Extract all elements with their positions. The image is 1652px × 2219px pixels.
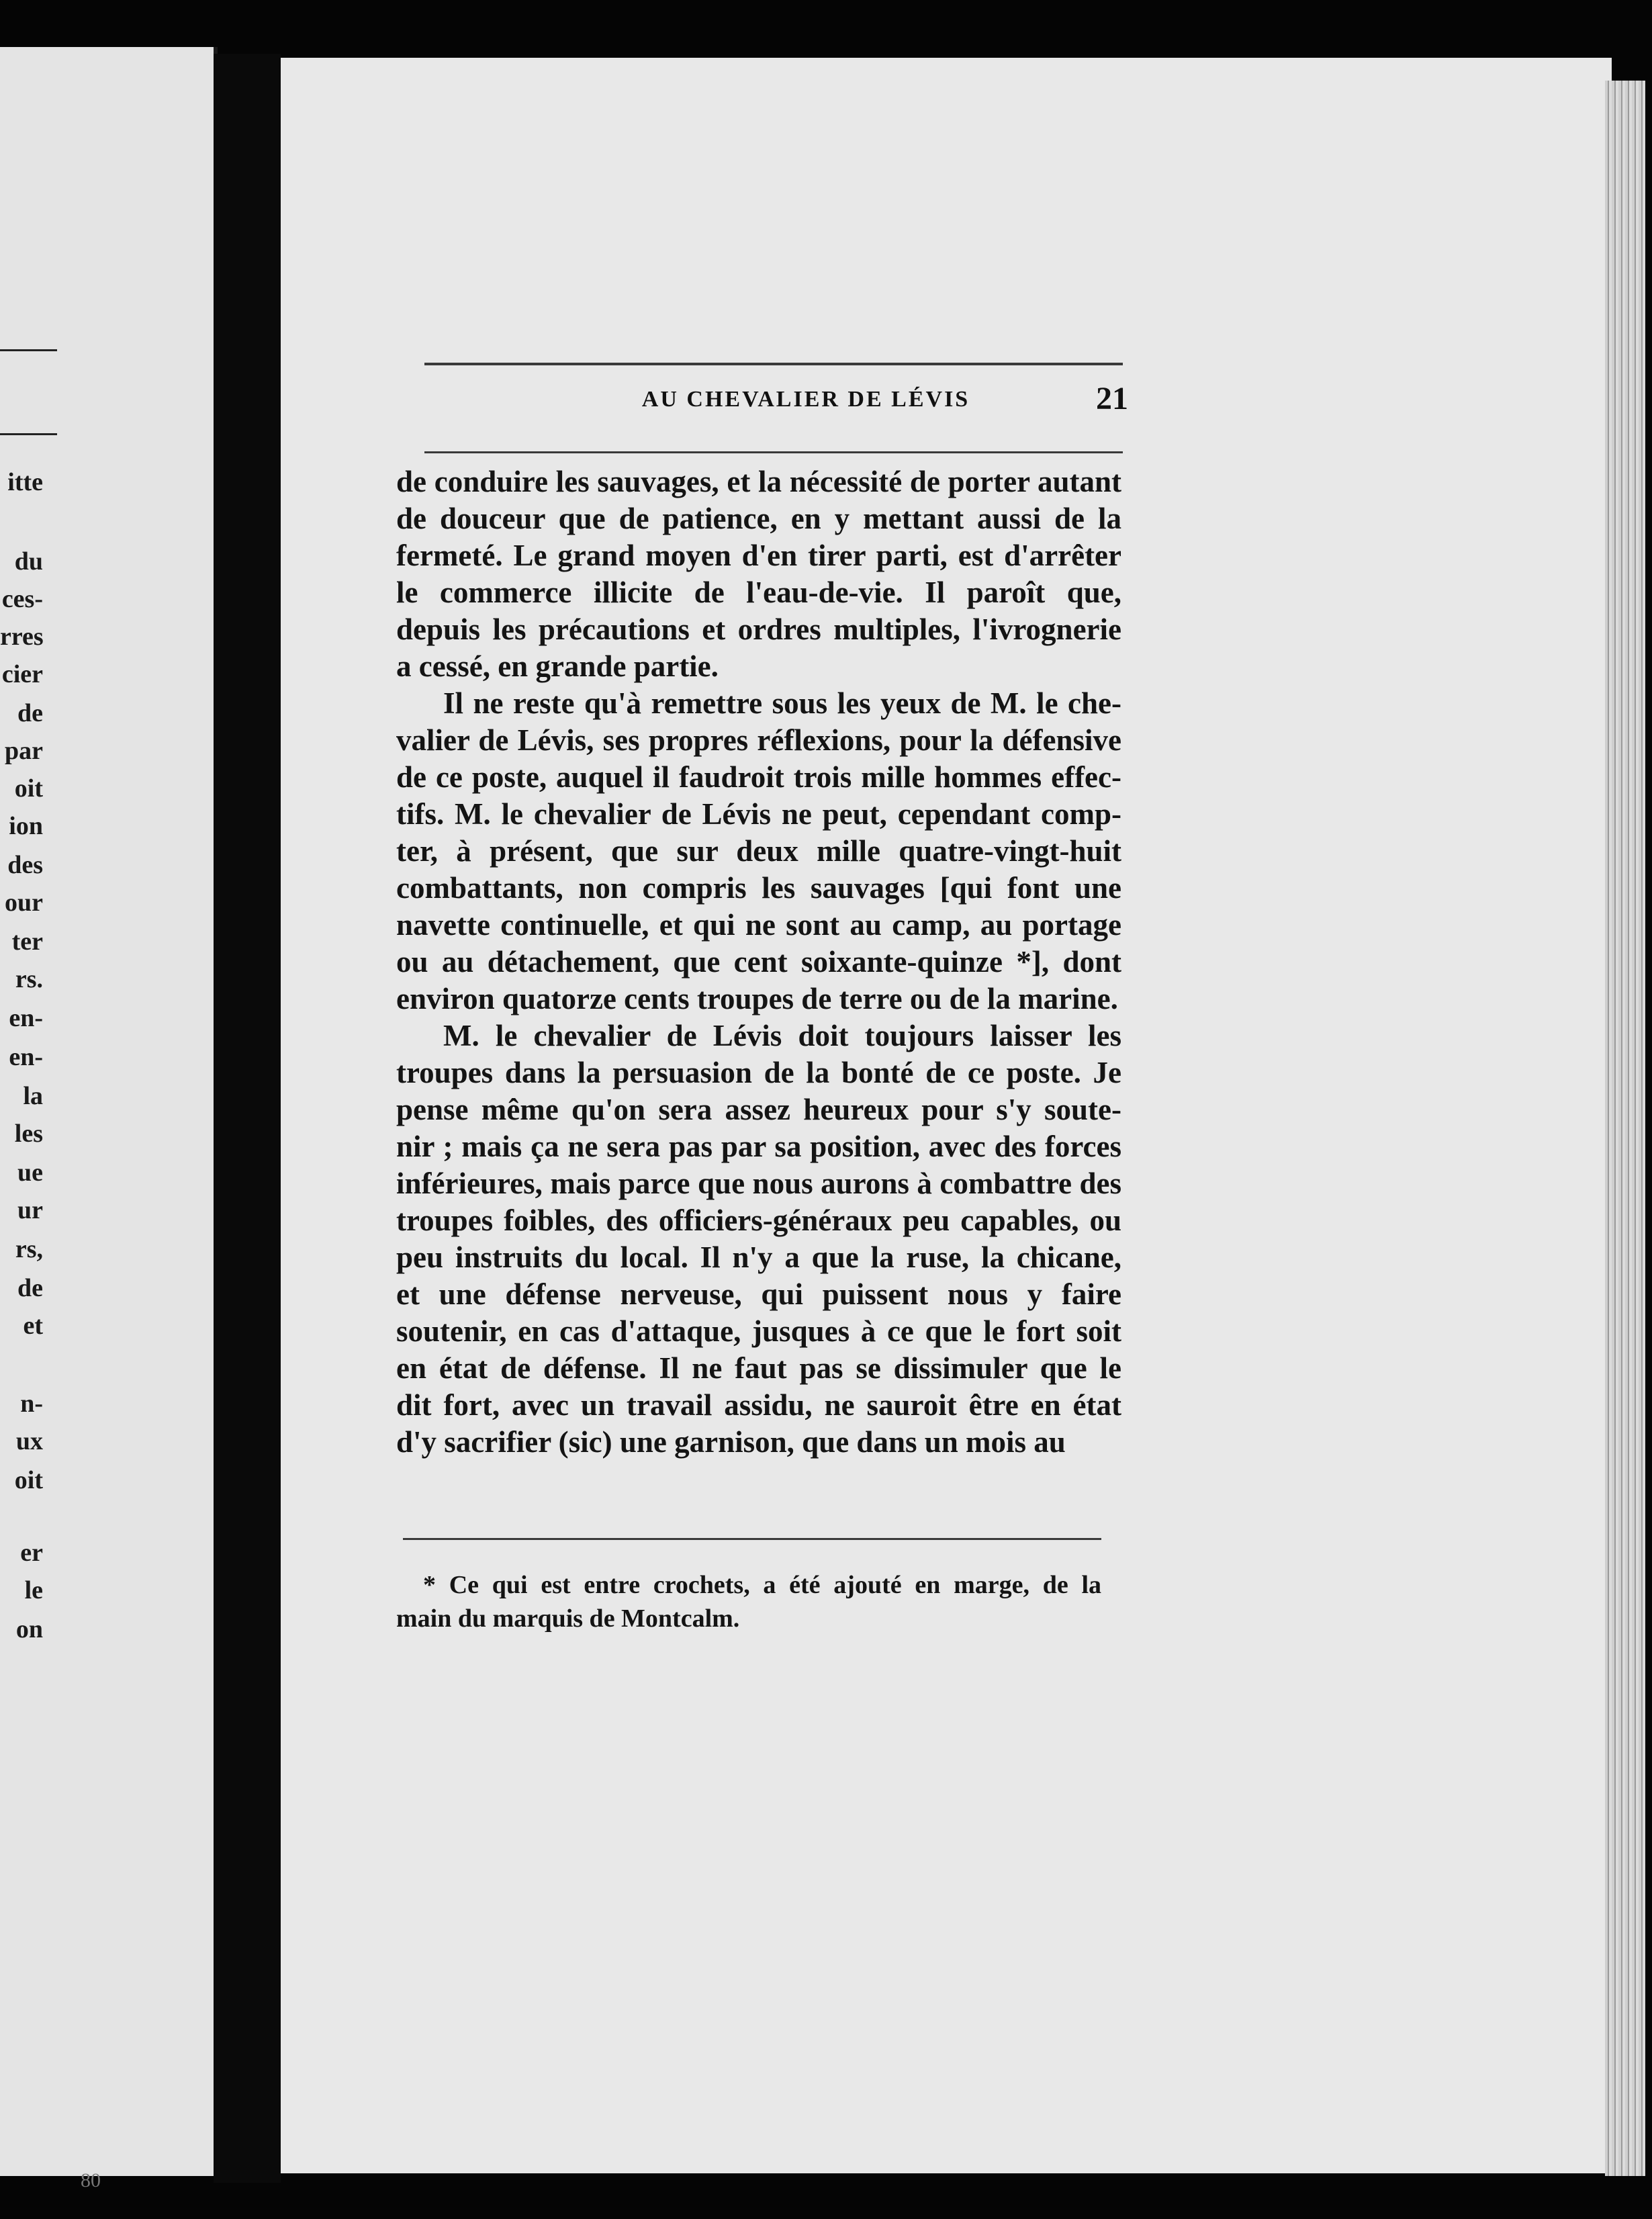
left-page-fragment-text: le xyxy=(24,1576,43,1604)
text-line: environ quatorze cents troupes de terre ou de la marine. xyxy=(396,982,1118,1015)
text-line: M. le chevalier de Lévis doit toujours laisser les xyxy=(443,1019,1121,1052)
left-page-fragment-text: ces- xyxy=(1,585,43,613)
footnote-line: main du marquis de Montcalm. xyxy=(396,1604,740,1633)
left-page-fragment-text: rs, xyxy=(15,1235,43,1263)
left-page-fragment-text: our xyxy=(5,889,43,917)
left-page-fragment-text: itte xyxy=(7,468,43,496)
paragraph xyxy=(396,463,1121,685)
text-line: de douceur que de patience, en y mettant aussi de la xyxy=(396,502,1121,535)
left-page-fragment-text: er xyxy=(20,1539,43,1567)
text-line: fermeté. Le grand moyen d'en tirer parti, est d'arrêter xyxy=(396,539,1121,572)
footnote xyxy=(396,1568,1101,1635)
text-line: le commerce illicite de l'eau-de-vie. Il paroît que, xyxy=(396,576,1121,609)
text-line: de ce poste, auquel il faudroit trois mille hommes effec- xyxy=(396,760,1121,794)
page-number: 21 xyxy=(1096,381,1128,416)
left-page-fragment-text: en- xyxy=(9,1004,43,1032)
left-page-fragment-text: des xyxy=(7,851,43,879)
header-top-rule xyxy=(424,363,1123,365)
text-line: peu instruits du local. Il n'y a que la ruse, la chicane, xyxy=(396,1240,1121,1274)
text-line: dit fort, avec un travail assidu, ne sauroit être en état xyxy=(396,1388,1121,1422)
left-page-bottom-mark: 80 xyxy=(81,2169,101,2191)
left-page-fragment xyxy=(0,47,218,2191)
left-page-fragment-text: ue xyxy=(17,1159,43,1187)
text-line: troupes dans la persuasion de la bonté de ce poste. Je xyxy=(396,1056,1121,1089)
body-text xyxy=(396,463,1121,1461)
text-line: nir ; mais ça ne sera pas par sa position, avec des forces xyxy=(396,1130,1121,1163)
left-page-rule xyxy=(0,433,57,435)
left-page-fragment-text: la xyxy=(23,1082,43,1110)
left-page-fragment-text: ur xyxy=(17,1196,43,1224)
text-line: combattants, non compris les sauvages [qui font une xyxy=(396,871,1121,905)
left-page-fragment-text: les xyxy=(14,1120,43,1148)
text-line: depuis les précautions et ordres multiples, l'ivrognerie xyxy=(396,613,1121,646)
text-line: inférieures, mais parce que nous aurons à combattre des xyxy=(396,1167,1121,1200)
text-line: Il ne reste qu'à remettre sous les yeux de M. le che- xyxy=(443,686,1121,720)
text-line: ou au détachement, que cent soixante-quinze *], dont xyxy=(396,945,1121,979)
left-page-fragment-text: n- xyxy=(20,1390,43,1418)
text-line: valier de Lévis, ses propres réflexions, pour la défensive xyxy=(396,723,1121,757)
left-page-fragment-text: rs. xyxy=(15,965,43,993)
left-page-fragment-text: de xyxy=(17,699,43,727)
paragraph xyxy=(396,1017,1121,1461)
left-page-fragment-text: de xyxy=(17,1274,43,1302)
left-page-fragment-text: ion xyxy=(9,812,43,840)
text-line: tifs. M. le chevalier de Lévis ne peut, cependant comp- xyxy=(396,797,1121,831)
page-edges xyxy=(1605,81,1645,2176)
text-line: et une défense nerveuse, qui puissent nous y faire xyxy=(396,1277,1121,1311)
text-line: navette continuelle, et qui ne sont au camp, au portage xyxy=(396,908,1121,942)
left-page-fragment-text: ter xyxy=(11,927,43,956)
left-page-fragment-text: ux xyxy=(15,1427,43,1455)
paragraph xyxy=(396,685,1121,1017)
left-page-fragment-text: par xyxy=(5,737,43,765)
header-bottom-rule xyxy=(424,451,1123,453)
left-page-fragment-text: on xyxy=(15,1615,43,1643)
left-page-fragment-text: oit xyxy=(14,1466,43,1494)
text-line: pense même qu'on sera assez heureux pour s'y soute- xyxy=(396,1093,1121,1126)
left-page-fragment-text: du xyxy=(14,547,43,576)
text-line: troupes foibles, des officiers-généraux peu capables, ou xyxy=(396,1204,1121,1237)
text-line: soutenir, en cas d'attaque, jusques à ce que le fort soit xyxy=(396,1314,1121,1348)
text-line: a cessé, en grande partie. xyxy=(396,649,719,683)
footnote-line: * Ce qui est entre crochets, a été ajouté en marge, de la xyxy=(423,1571,1101,1599)
left-page-fragment-text: en- xyxy=(9,1043,43,1071)
book-gutter xyxy=(214,54,281,2183)
left-page-fragment-text: et xyxy=(23,1312,43,1340)
text-line: de conduire les sauvages, et la nécessité de porter autant xyxy=(396,465,1121,498)
footnote-rule xyxy=(403,1538,1101,1540)
text-line: en état de défense. Il ne faut pas se dissimuler que le xyxy=(396,1351,1121,1385)
left-page-rule xyxy=(0,349,57,351)
running-header: AU CHEVALIER DE LÉVIS xyxy=(641,387,970,412)
text-line: d'y sacrifier (sic) une garnison, que dans un mois au xyxy=(396,1425,1066,1459)
left-page-fragment-text: rres xyxy=(0,623,44,651)
left-page-fragment-text: oit xyxy=(14,774,43,803)
left-page-fragment-text: cier xyxy=(1,660,43,688)
text-line: ter, à présent, que sur deux mille quatre-vingt-huit xyxy=(396,834,1121,868)
